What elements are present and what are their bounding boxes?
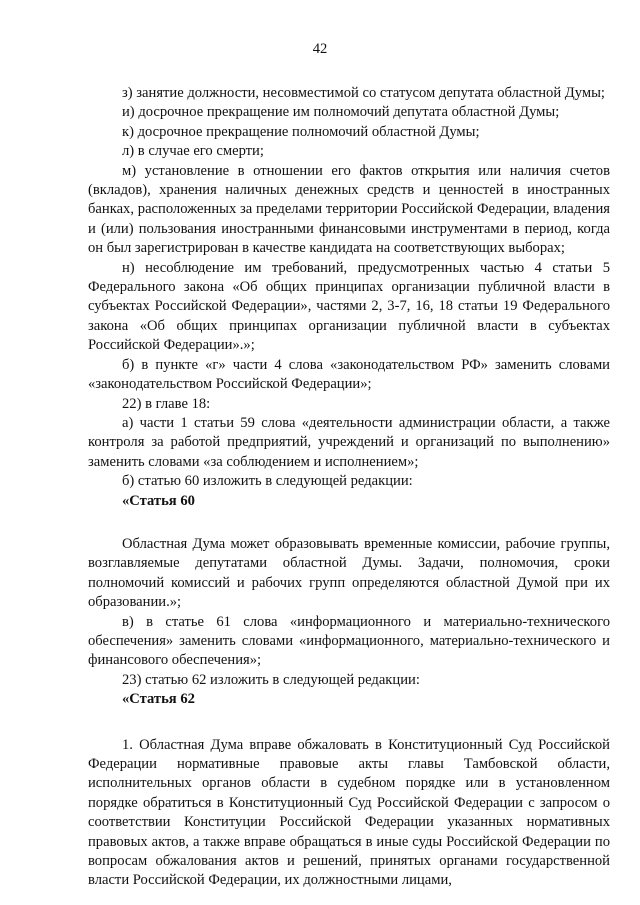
paragraph-b-part4: б) в пункте «г» части 4 слова «законодательством РФ» заменить словами «законодательством Российской Федерации»;: [88, 356, 610, 393]
paragraph-i: и) досрочное прекращение им полномочий депутата областной Думы;: [122, 104, 560, 121]
article-60-text: Областная Дума может образовывать временные комиссии, рабочие группы, возглавляемые депутатами областной Думы. Задачи, полномочия, сроки полномочий комиссий и рабочих групп определяются областной Думой при их образовании.»;: [88, 535, 610, 611]
article-62-part1: 1. Областная Дума вправе обжаловать в Конституционный Суд Российской Федерации нормативные правовые акты главы Тамбовской области, исполнительных органов области в судебном порядке или в установленном порядке обратиться в Конституционный Суд Российской Федерации с запросом о соответствии Конституции Российской Федерации указанных нормативных правовых актов, а также вправе обращаться в иные суды Российской Федерации по вопросам обжалования актов и решений, принятых органами государственной власти Российской Федерации, их должностными лицами,: [88, 736, 610, 889]
paragraph-v-article61: в) в статье 61 слова «информационного и материально-технического обеспечения» заменить словами «информационного, материально-технического и финансового обеспечения»;: [88, 613, 610, 669]
page-number: 42: [312, 41, 328, 57]
article-60-heading: «Статья 60: [122, 492, 195, 509]
spacer: [88, 710, 610, 736]
paragraph-b-article60: б) статью 60 изложить в следующей редакции:: [122, 473, 413, 490]
paragraph-a-article59: а) части 1 статьи 59 слова «деятельности администрации области, а также контроля за работой предприятий, учреждений и организаций по выполнению» заменить словами «за соблюдением и исполнением»;: [88, 414, 610, 470]
paragraph-l: л) в случае его смерти;: [122, 143, 264, 160]
paragraph-m: м) установление в отношении его фактов открытия или наличия счетов (вкладов), хранения наличных денежных средств и ценностей в иностранных банках, расположенных за пределами территории Российской Федерации, владения и (или) пользования иностранными финансовыми инструментами в период, когда он был зарегистрирован в качестве кандидата на соответствующих выборах;: [88, 162, 610, 257]
spacer: [88, 511, 610, 535]
paragraph-n: н) несоблюдение им требований, предусмотренных частью 4 статьи 5 Федерального закона «Об общих принципах организации публичной власти в субъектах Российской Федерации», частями 2, 3-7, 16, 18 статьи 19 Федерального закона «Об общих принципах организации публичной власти в субъектах Российской Федерации».»;: [88, 259, 610, 354]
paragraph-23: 23) статью 62 изложить в следующей редакции:: [122, 671, 420, 688]
article-62-heading: «Статья 62: [122, 691, 195, 708]
paragraph-k: к) досрочное прекращение полномочий областной Думы;: [122, 123, 480, 140]
paragraph-22: 22) в главе 18:: [122, 395, 211, 412]
paragraph-z: з) занятие должности, несовместимой со статусом депутата областной Думы;: [122, 85, 605, 101]
document-body: [88, 84, 610, 891]
